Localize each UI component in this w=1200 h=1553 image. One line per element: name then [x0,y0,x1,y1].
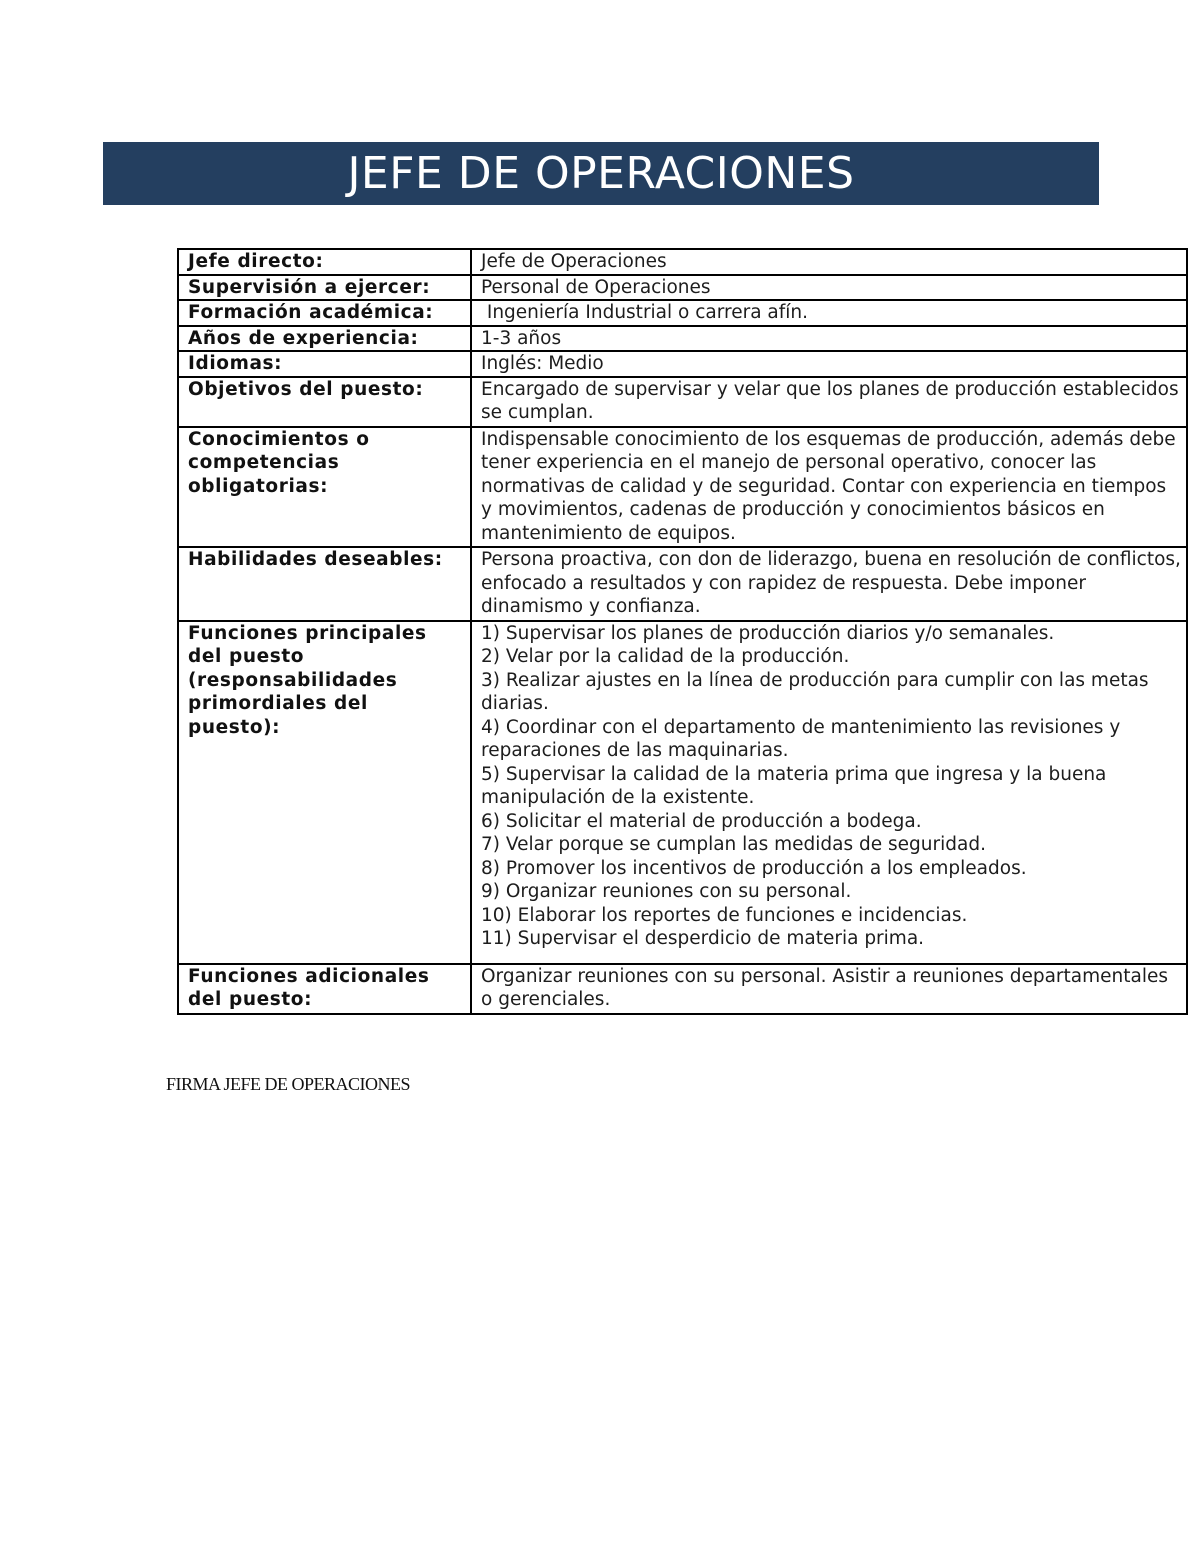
page-title: JEFE DE OPERACIONES [347,148,855,199]
job-profile-table [177,248,1188,1015]
function-item-3: 3) Realizar ajustes en la línea de producción para cumplir con las metas diarias. [481,669,1149,714]
row-label-funciones-principales: Funciones principales del puesto (responsabilidades primordiales del puesto): [178,621,471,964]
function-item-6: 6) Solicitar el material de producción a bodega. [481,810,922,832]
row-label-experiencia: Años de experiencia: [178,326,471,352]
function-item-9: 9) Organizar reuniones con su personal. [481,881,852,902]
table-row [178,377,1187,427]
table-row [178,249,1187,275]
function-item-2: 2) Velar por la calidad de la producción. [481,646,850,667]
function-item-10: 10) Elaborar los reportes de funciones e incidencias. [481,904,968,926]
row-value-supervision: Personal de Operaciones [471,275,1187,301]
signature-line: FIRMA JEFE DE OPERACIONES [166,1074,411,1094]
row-label-supervision: Supervisión a ejercer: [178,275,471,301]
row-label-conocimientos: Conocimientos o competencias obligatorias: [178,427,471,548]
table-row [178,351,1187,377]
row-label-funciones-adicionales: Funciones adicionales del puesto: [178,964,471,1014]
row-value-funciones-adicionales: Organizar reuniones con su personal. Asistir a reuniones departamentales o gerenciales. [471,964,1187,1014]
row-label-habilidades: Habilidades deseables: [178,547,471,621]
row-value-funciones-principales [471,621,1187,964]
row-value-experiencia: 1-3 años [471,326,1187,352]
function-item-11: 11) Supervisar el desperdicio de materia prima. [481,928,925,949]
table-row [178,275,1187,301]
row-label-jefe-directo: Jefe directo: [178,249,471,275]
row-value-formacion: Ingeniería Industrial o carrera afín. [471,300,1187,326]
row-value-conocimientos: Indispensable conocimiento de los esquemas de producción, además debe tener experiencia en el manejo de personal operativo, conocer las normativas de calidad y de seguridad. Contar con experiencia en tiempos y movimientos, cadenas de producción y conocimientos básicos en mantenimiento de equipos. [471,427,1187,548]
row-value-objetivos: Encargado de supervisar y velar que los planes de producción establecidos se cumplan. [471,377,1187,427]
function-item-7: 7) Velar porque se cumplan las medidas de seguridad. [481,834,986,855]
table-row [178,326,1187,352]
row-label-objetivos: Objetivos del puesto: [178,377,471,427]
function-item-4: 4) Coordinar con el departamento de mantenimiento las revisiones y reparaciones de las maquinarias. [481,716,1121,761]
title-banner [103,142,1099,205]
table-row [178,300,1187,326]
table-row [178,427,1187,548]
function-item-1: 1) Supervisar los planes de producción diarios y/o semanales. [481,622,1055,644]
function-item-5: 5) Supervisar la calidad de la materia prima que ingresa y la buena manipulación de la existente. [481,763,1107,808]
row-value-jefe-directo: Jefe de Operaciones [471,249,1187,275]
table-row [178,621,1187,964]
table-row [178,547,1187,621]
row-value-habilidades: Persona proactiva, con don de liderazgo, buena en resolución de conflictos, enfocado a resultados y con rapidez de respuesta. Debe imponer dinamismo y confianza. [471,547,1187,621]
row-value-idiomas: Inglés: Medio [471,351,1187,377]
row-label-idiomas: Idiomas: [178,351,471,377]
table-row [178,964,1187,1014]
function-item-8: 8) Promover los incentivos de producción a los empleados. [481,857,1027,879]
row-label-formacion: Formación académica: [178,300,471,326]
